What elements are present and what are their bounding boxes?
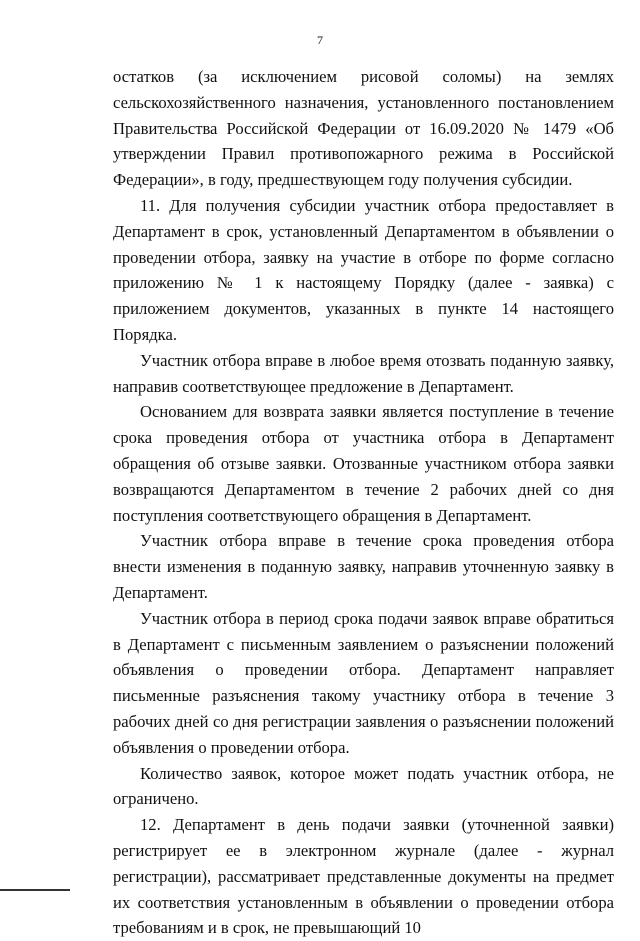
paragraph-return-basis: Основанием для возврата заявки является поступление в течение срока проведения отбора от участника отбора в Департамент обращения об отзыве заявки. Отозванные участником отбора заявки возвращаются Департаментом в течение 2 рабочих дней со дня поступления соответствующего обращения в Департамент. (113, 402, 614, 525)
paragraph-application-count: Количество заявок, которое может подать участник отбора, не ограничено. (113, 763, 614, 809)
bottom-edge-line (0, 889, 70, 891)
paragraph-withdraw-right: Участник отбора вправе в любое время отозвать поданную заявку, направив соответствующее предложение в Департамент. (113, 350, 614, 396)
page-number: 7 (317, 33, 323, 47)
paragraph-continuation: остатков (за исключением рисовой соломы) на землях сельскохозяйственного назначения, установленного постановлением Правительства Российской Федерации от 16.09.2020 № 1479 «Об утверждении Правил противопожарного режима в Российской Федерации», в году, предшествующем году получения субсидии. (113, 67, 614, 190)
document-body (113, 64, 614, 941)
paragraph-clause-11: 11. Для получения субсидии участник отбора предоставляет в Департамент в срок, установленный Департаментом в объявлении о проведении отбора, заявку на участие в отборе по форме согласно приложению № 1 к настоящему Порядку (далее - заявка) с приложением документов, указанных в пункте 14 настоящего Порядка. (113, 195, 614, 344)
paragraph-clarification-request: Участник отбора в период срока подачи заявок вправе обратиться в Департамент с письменным заявлением о разъяснении положений объявления о проведении отбора. Департамент направляет письменные разъяснения такому участнику отбора в течение 3 рабочих дней со дня регистрации заявления о разъяснении положений объявления о проведении отбора. (113, 608, 614, 757)
paragraph-clause-12: 12. Департамент в день подачи заявки (уточненной заявки) регистрирует ее в электронном журнале (далее - журнал регистрации), рассматривает представленные документы на предмет их соответствия установленным в объявлении о проведении отбора требованиям и в срок, не превышающий 10 (113, 815, 614, 938)
paragraph-amend-right: Участник отбора вправе в течение срока проведения отбора внести изменения в поданную заявку, направив уточненную заявку в Департамент. (113, 531, 614, 602)
